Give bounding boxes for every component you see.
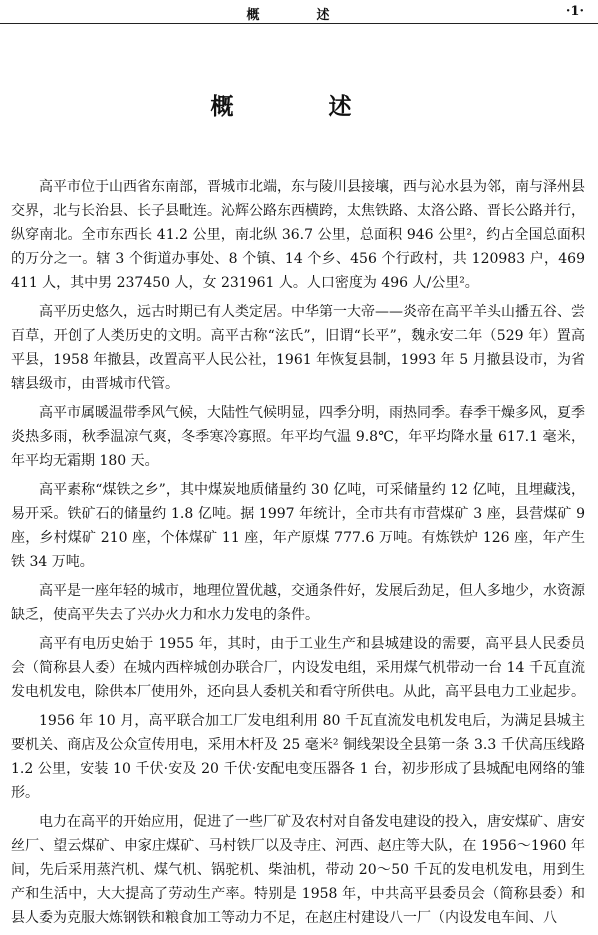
paragraph-location: 高平市位于山西省东南部，晋城市北端，东与陵川县接壤，西与沁水县为邻，南与泽州县交界，北与长治县、长子县毗连。沁辉公路东西横跨，太焦铁路、太洛公路、晋长公路并行，纵穿南北。全市东西长 41.2 公里，南北纵 36.7 公里，总面积 946 公里²，约占全国总面积的万分之一。辖 3 个街道办事处、8 个镇、14 个乡、456 个行政村，共 120983 户，469411 人，其中男 237450 人，女 231961 人。人口密度为 496 人/公里²。 xyxy=(11,179,585,291)
chapter-title: 概 述 xyxy=(210,94,388,120)
page-number: ·1· xyxy=(565,4,584,19)
paragraph-resources: 高平素称“煤铁之乡”，其中煤炭地质储量约 30 亿吨，可采储量约 12 亿吨，且埋藏浅，易开采。铁矿石的储量约 1.8 亿吨。据 1997 年统计，全市共有市营煤矿 3 座，县营煤矿 9 座，乡村煤矿 210 座，个体煤矿 11 座，年产原煤 777.6 万吨。有炼铁炉 126 座，年产生铁 34 万吨。 xyxy=(11,482,585,570)
header-rule xyxy=(0,23,598,24)
paragraph-city: 高平是一座年轻的城市，地理位置优越，交通条件好，发展后劲足，但人多地少，水资源缺乏，使高平失去了兴办火力和水力发电的条件。 xyxy=(11,583,585,623)
page-header xyxy=(0,0,598,24)
paragraph-climate: 高平市属暖温带季风气候，大陆性气候明显，四季分明，雨热同季。春季干燥多风，夏季炎热多雨，秋季温凉气爽，冬季寒冷寡照。年平均气温 9.8℃，年平均降水量 617.1 毫米，年平均无霜期 180 天。 xyxy=(11,405,585,469)
paragraph-power-1956: 1956 年 10 月，高平联合加工厂发电组利用 80 千瓦直流发电机发电后，为满足县城主要机关、商店及公众宣传用电，采用木杆及 25 毫米² 铜线架设全县第一条 3.3 千伏高压线路 1.2 公里，安装 10 千伏·安及 20 千伏·安配电变压器各 1 台，初步形成了县城配电网络的雏形。 xyxy=(11,713,585,801)
paragraph-power-application: 电力在高平的开始应用，促进了一些厂矿及农村对自备发电建设的投入，唐安煤矿、唐安丝厂、望云煤矿、申家庄煤矿、马村铁厂以及寺庄、河西、赵庄等大队，在 1956～1960 年间，先后采用蒸汽机、煤气机、锅驼机、柴油机，带动 20～50 千瓦的发电机发电，用到生产和生活中，大大提高了劳动生产率。特别是 1958 年，中共高平县委员会（简称县委）和县人委为克服大炼钢铁和粮食加工等动力不足，在赵庄村建设八一厂（内设发电车间、八 xyxy=(11,814,585,926)
paragraph-power-history: 高平有电历史始于 1955 年，其时，由于工业生产和县城建设的需要，高平县人民委员会（简称县人委）在城内西梓城创办联合厂，内设发电组，采用煤气机带动一台 14 千瓦直流发电机发电，除供本厂使用外，还向县人委机关和看守所供电。从此，高平县电力工业起步。 xyxy=(11,636,585,700)
paragraph-history: 高平历史悠久，远古时期已有人类定居。中华第一大帝——炎帝在高平羊头山播五谷、尝百草，开创了人类历史的文明。高平古称“泫氏”，旧谓“长平”，魏永安二年（529 年）置高平县，1958 年撤县，改置高平人民公社，1961 年恢复县制，1993 年 5 月撤县设市，为省辖县级市，由晋城市代管。 xyxy=(11,304,585,392)
running-title: 概 述 xyxy=(246,8,352,23)
body-text xyxy=(11,175,585,935)
